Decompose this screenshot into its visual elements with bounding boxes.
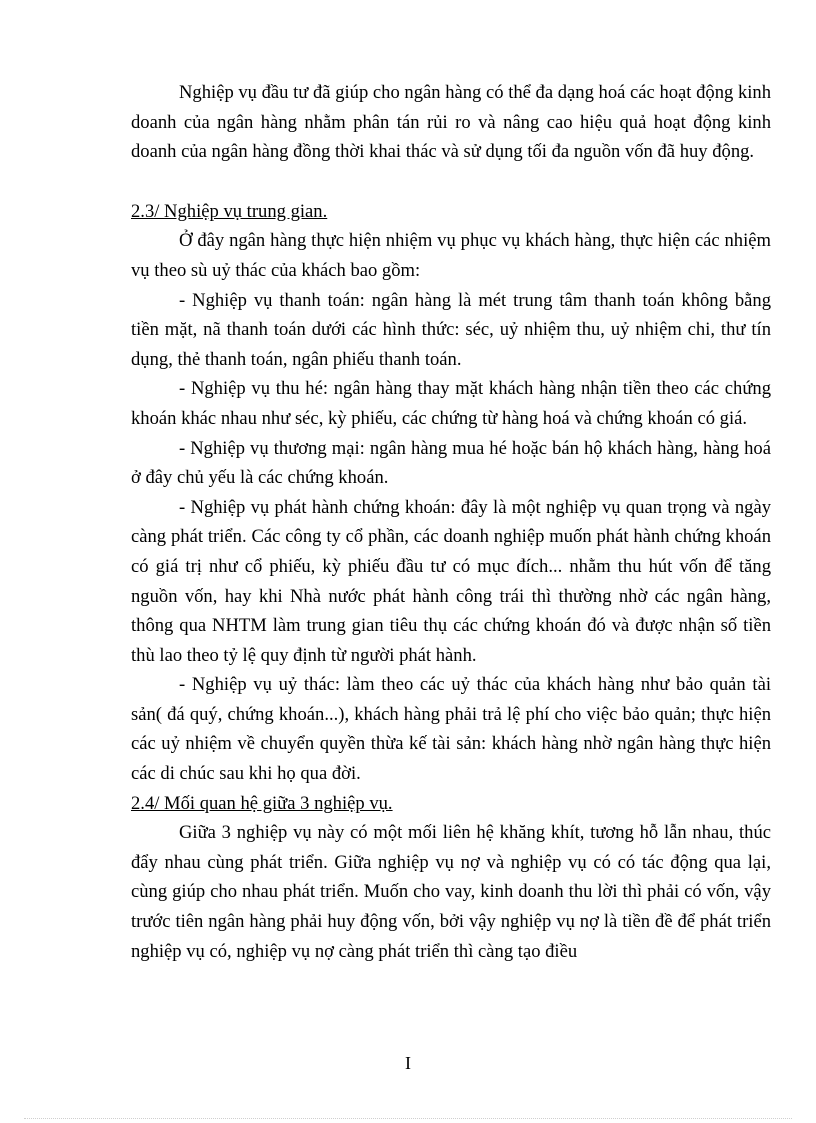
- paragraph-trust-service: - Nghiệp vụ uỷ thác: làm theo các uỷ thác của khách hàng như bảo quản tài sản( đá quý, chứng khoán...), khách hàng phải trả lệ phí cho việc bảo quản; thực hiện các uỷ nhiệm về chuyển quyền thừa kế tài sản: khách hàng nhờ ngân hàng thực hiện các di chúc sau khi họ qua đời.: [131, 674, 771, 785]
- paragraph-collection-service: - Nghiệp vụ thu hé: ngân hàng thay mặt khách hàng nhận tiền theo các chứng khoán khác nhau như séc, kỳ phiếu, các chứng từ hàng hoá và chứng khoán có giá.: [131, 378, 771, 429]
- section-heading-2-3: 2.3/ Nghiệp vụ trung gian.: [131, 200, 328, 222]
- paragraph-intermediary-intro: Ở đây ngân hàng thực hiện nhiệm vụ phục vụ khách hàng, thực hiện các nhiệm vụ theo sù uỷ thác của khách bao gồm:: [131, 230, 771, 281]
- paragraph-commercial-service: - Nghiệp vụ thương mại: ngân hàng mua hé hoặc bán hộ khách hàng, hàng hoá ở đây chủ yếu là các chứng khoán.: [131, 437, 771, 489]
- section-heading-2-4: 2.4/ Mối quan hệ giữa 3 nghiệp vụ.: [131, 792, 393, 814]
- page-bottom-divider: [24, 1118, 792, 1119]
- paragraph-investment-summary: Nghiệp vụ đầu tư đã giúp cho ngân hàng có thể đa dạng hoá các hoạt động kinh doanh của ngân hàng nhằm phân tán rủi ro và nâng cao hiệu quả hoạt động kinh doanh của ngân hàng đồng thời khai thác và sử dụng tối đa nguồn vốn đã huy động.: [131, 82, 772, 163]
- document-body: [131, 78, 771, 966]
- paragraph-payment-service: - Nghiệp vụ thanh toán: ngân hàng là mét trung tâm thanh toán không bằng tiền mặt, nã thanh toán dưới các hình thức: séc, uỷ nhiệm thu, uỷ nhiệm chi, thư tín dụng, thẻ thanh toán, ngân phiếu thanh toán.: [131, 289, 771, 370]
- paragraph-gap: [131, 167, 771, 197]
- paragraph-relationship: Giữa 3 nghiệp vụ này có một mối liên hệ khăng khít, tương hỗ lẫn nhau, thúc đẩy nhau cùng phát triển. Giữa nghiệp vụ nợ và nghiệp vụ có có tác động qua lại, cùng giúp cho nhau phát triển. Muốn cho vay, kinh doanh thu lời thì phải có vốn, vậy trước tiên ngân hàng phải huy động vốn, bởi vậy nghiệp vụ nợ là tiền đề để phát triển nghiệp vụ có, nghiệp vụ nợ càng phát triển thì càng tạo điều: [131, 822, 771, 962]
- page-number: I: [405, 1053, 411, 1073]
- paragraph-securities-issuance: - Nghiệp vụ phát hành chứng khoán: đây là một nghiệp vụ quan trọng và ngày càng phát triển. Các công ty cổ phần, các doanh nghiệp muốn phát hành chứng khoán có giá trị như cổ phiếu, kỳ phiếu đầu tư có mục đích... nhằm thu hút vốn để tăng nguồn vốn, hay khi Nhà nước phát hành công trái thì thường nhờ các ngân hàng, thông qua NHTM làm trung gian tiêu thụ các chứng khoán đó và được nhận số tiền thù lao theo tỷ lệ quy định từ người phát hành.: [131, 496, 771, 666]
